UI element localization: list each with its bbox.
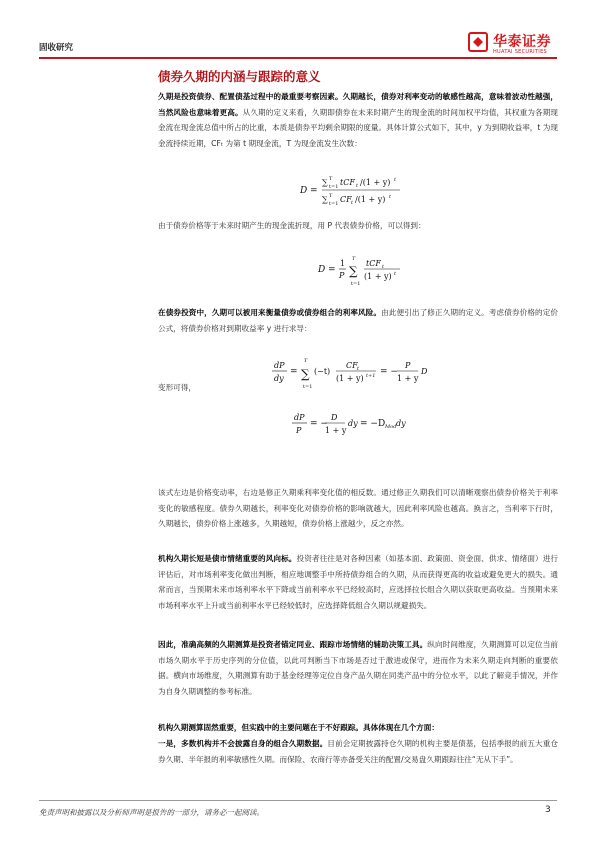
svg-text:(−t): (−t)	[314, 367, 331, 376]
svg-text:∑: ∑	[322, 178, 328, 187]
section-title: 债券久期的内涵与跟踪的意义	[158, 69, 321, 84]
svg-text:T: T	[304, 358, 308, 364]
paragraph-bold-lead: 在债券投资中，久期可以被用来衡量债券或债券组合的利率风险。	[158, 308, 382, 317]
paragraph-disclosure-issue	[158, 736, 558, 767]
page-number: 3	[545, 805, 551, 815]
svg-text:t=1: t=1	[351, 281, 361, 287]
duration-formula	[300, 172, 460, 214]
modified-duration-formula	[292, 406, 432, 448]
paragraph-bold-lead: 久期是投资债券、配置债基过程中的最重要考察因素。久期越长，债券对利率变动的敏感性越高，意味着波动性越强，当然风险也意味着更高。	[158, 92, 558, 117]
svg-text:1: 1	[340, 259, 346, 268]
logo-subtext: HUATAI SECURITIES	[493, 49, 547, 55]
paragraph-duration-definition	[158, 89, 558, 151]
paragraph-body: 投资者往往是对各种因素（如基本面、政策面、资金面、供求、情绪面）进行评估后，对市场利率变化做出判断，相应地调整手中所持债券组合的久期，从而获得更高的收益或避免更大的损失。通常而言，当预期未来市场利率水平下降或当前利率水平已经较高时，应选择拉长组合久期以获取更高收益。当预期未来市场利率水平上升或当前利率水平已经较低时，应选择降低组合久期以规避损失。	[158, 554, 558, 610]
svg-text:dy: dy	[348, 419, 358, 428]
svg-text:(1 + y): (1 + y)	[364, 272, 392, 281]
svg-text:P: P	[405, 361, 411, 370]
svg-text:CF: CF	[340, 195, 352, 204]
svg-text:P: P	[296, 426, 302, 435]
paragraph-bold-lead: 一是，多数机构并不会披露自身的组合久期数据。	[158, 739, 328, 748]
svg-text:t: t	[356, 183, 359, 189]
svg-text:∑: ∑	[349, 264, 358, 278]
header-section-label: 固收研究	[39, 43, 74, 53]
svg-text:= −: = −	[380, 367, 398, 377]
svg-text:tCF: tCF	[366, 259, 381, 268]
footer-disclaimer: 免责声明和披露以及分析师声明是报告的一部分，请务必一起阅读。	[39, 808, 264, 817]
svg-text:tCF: tCF	[340, 178, 355, 187]
paragraph-duration-measurement	[158, 637, 558, 699]
header-divider	[39, 57, 557, 59]
svg-text:= −D: = −D	[360, 419, 386, 429]
svg-text:t+1: t+1	[366, 373, 376, 379]
paragraph-bold-lead: 因此，准确高频的久期测算是投资者锚定同业、跟踪市场情绪的辅助决策工具。	[158, 640, 428, 649]
svg-text:t: t	[394, 177, 397, 183]
svg-text:/(1 + y): /(1 + y)	[360, 178, 391, 187]
company-logo	[468, 31, 560, 59]
svg-text:t: t	[382, 264, 385, 270]
svg-text:=: =	[328, 265, 336, 275]
svg-text:T: T	[329, 193, 333, 199]
logo-text: 华泰证券	[493, 34, 551, 50]
svg-text:/(1 + y): /(1 + y)	[355, 195, 386, 204]
paragraph-market-sentiment	[158, 551, 558, 613]
paragraph-modified-duration-explanation: 该式左边是价格变动率，右边是修正久期乘利率变化值的相反数。通过修正久期我们可以清晰观察出债券价格关于利率变化的敏感程度。债券久期越长，利率变化对债券价格的影响就越大，因此利率风险也越高。换言之，当利率下行时，久期越长，债券价格上涨越多，久期越短，债券价格上涨越少，反之亦然。	[158, 488, 558, 528]
svg-text:D: D	[421, 367, 428, 376]
svg-text:∑: ∑	[301, 367, 310, 381]
paragraph-body: 目前会定期披露持仓久期的机构主要是债基，包括季报的前五大重仓券久期、半年报的利率敏感性久期。而保险、农商行等亦备受关注的配置/交易盘久期跟踪往往“无从下手”。	[158, 739, 559, 764]
svg-text:t: t	[389, 194, 392, 200]
svg-text:dy: dy	[274, 374, 284, 383]
svg-text:=: =	[310, 186, 318, 196]
svg-text:T: T	[352, 256, 356, 262]
svg-text:=: =	[290, 367, 298, 377]
svg-text:dP: dP	[274, 361, 285, 370]
svg-text:(1 + y): (1 + y)	[336, 374, 364, 383]
paragraph-tracking-problem	[158, 720, 558, 736]
svg-text:dy: dy	[396, 419, 406, 428]
svg-text:D: D	[300, 186, 308, 196]
price-formula	[318, 250, 418, 296]
svg-text:t: t	[351, 200, 354, 206]
svg-text:1 + y: 1 + y	[397, 374, 419, 383]
paragraph-body: 从久期的定义来看，久期即债券在未来时期产生的现金流的时间加权平均值，其权重为各期现金流在现金流总值中所占的比重，本质是债券平均剩余期限的度量。具体计算公式如下，其中，y 为到期收益率，t 为现金流持续近期，CFₜ 为第 t 期现金流，T 为现金流发生次数：	[158, 107, 558, 148]
paragraph-transform: 变形可得，	[158, 383, 196, 392]
svg-text:T: T	[329, 176, 333, 182]
svg-text:Mod: Mod	[385, 424, 397, 430]
paragraph-body: 纵向时间维度，久期测算可以定位当前市场久期水平于历史序列的分位值，以此可判断当下市场是否过于激进或保守，进而作为未来久期走向判断的重要依据。横向市场维度，久期测算有助于基金经理等定位自身产品久期在同类产品中的分位水平，以此了解竞手情况，并作为自身久期调整的参考标准。	[158, 640, 558, 696]
svg-text:dP: dP	[294, 413, 305, 422]
svg-text:t: t	[357, 366, 360, 372]
svg-text:= −: = −	[310, 419, 328, 429]
svg-text:D: D	[331, 413, 338, 422]
paragraph-interest-rate-risk	[158, 305, 558, 336]
paragraph-body: 由此便引出了修正久期的定义。考虑债券价格的定价公式，将债券价格对到期收益率 y 进行求导：	[158, 308, 559, 333]
paragraph-bold-lead: 机构久期测算固然重要，但实践中的主要问题在于不好跟踪。具体体现在几个方面：	[158, 723, 439, 732]
footer-divider	[39, 800, 557, 801]
svg-text:P: P	[339, 271, 345, 280]
svg-text:D: D	[318, 265, 326, 275]
svg-text:t=1: t=1	[303, 384, 313, 390]
svg-text:t: t	[394, 271, 397, 277]
svg-text:t=1: t=1	[329, 201, 339, 207]
paragraph-bond-price: 由于债券价格等于未来时期产生的现金流折现，用 P 代表债券价格，可以得到：	[158, 221, 426, 230]
logo-mark-icon	[468, 32, 488, 52]
svg-text:CF: CF	[346, 361, 358, 370]
paragraph-bold-lead: 机构久期长短是债市情绪重要的风向标。	[158, 554, 297, 563]
svg-text:1 + y: 1 + y	[325, 426, 347, 435]
svg-text:∑: ∑	[322, 195, 328, 204]
svg-text:t=1: t=1	[329, 184, 339, 190]
